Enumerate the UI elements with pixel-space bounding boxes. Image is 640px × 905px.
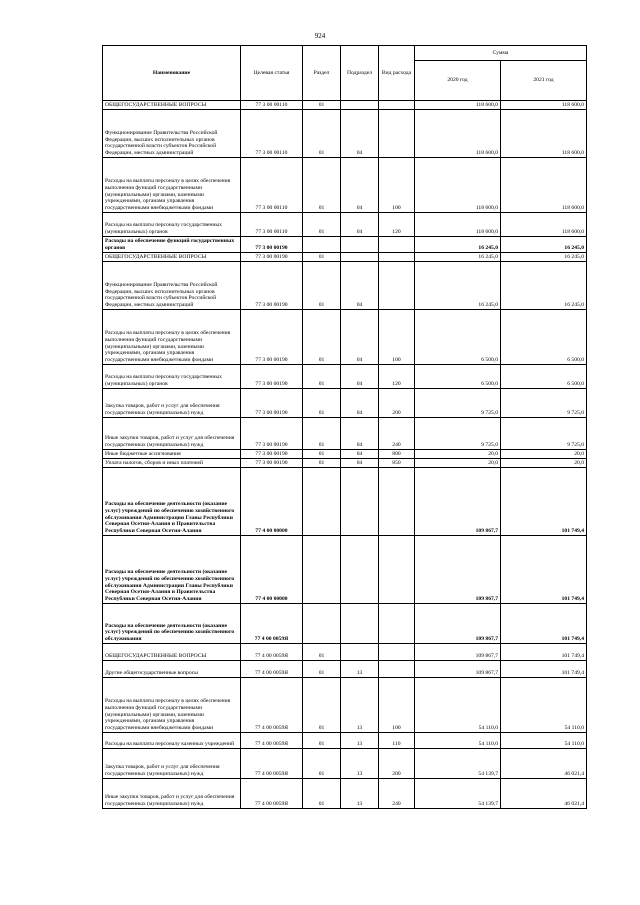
row-subsection [341, 468, 379, 536]
row-subsection [341, 644, 379, 661]
table-row [103, 459, 587, 468]
row-expense-type: 110 [379, 733, 415, 749]
table-row [103, 733, 587, 749]
row-target: 77 3 00 00190 [241, 253, 303, 262]
row-name: Расходы на выплаты персоналу в целях обеспечения выполнения функций государственными (муниципальными) органами, казенными учреждениями, органами управления государственными внебюджетными фондами [103, 158, 241, 213]
row-expense-type [379, 110, 415, 158]
row-sum-2021: 16 245,0 [501, 253, 587, 262]
row-name: Расходы на выплаты персоналу государственных (муниципальных) органов [103, 365, 241, 389]
row-expense-type [379, 237, 415, 253]
row-section: 01 [303, 749, 341, 779]
row-sum-2020: 16 245,0 [415, 253, 501, 262]
table-row [103, 536, 587, 604]
row-sum-2020: 109 867,7 [415, 604, 501, 644]
row-subsection: 04 [341, 310, 379, 365]
row-expense-type [379, 661, 415, 678]
table-row [103, 604, 587, 644]
row-target: 77 4 00 00000 [241, 468, 303, 536]
row-section [303, 604, 341, 644]
table-row [103, 101, 587, 110]
row-section: 01 [303, 110, 341, 158]
row-target: 77 3 00 00190 [241, 237, 303, 253]
row-target: 77 3 00 00190 [241, 389, 303, 418]
row-target: 77 4 00 0059Я [241, 779, 303, 809]
table-row [103, 158, 587, 213]
row-sum-2020: 6 500,0 [415, 365, 501, 389]
row-sum-2021: 20,0 [501, 450, 587, 459]
row-sum-2021: 6 500,0 [501, 310, 587, 365]
row-name: Расходы на выплаты персоналу в целях обеспечения выполнения функций государственными (муниципальными) органами, казенными учреждениями, органами управления государственными внебюджетными фондами [103, 310, 241, 365]
row-subsection: 04 [341, 365, 379, 389]
row-subsection: 13 [341, 733, 379, 749]
row-section: 01 [303, 158, 341, 213]
row-expense-type: 120 [379, 365, 415, 389]
row-section: 01 [303, 389, 341, 418]
row-target: 77 3 00 00110 [241, 158, 303, 213]
table-row [103, 779, 587, 809]
row-subsection: 04 [341, 110, 379, 158]
row-section: 01 [303, 733, 341, 749]
row-name: Расходы на обеспечение деятельности (оказание услуг) учреждений по обеспечению хозяйственного обслуживания Администрации Главы Республики Северная Осетия-Алания и Правительства Республики Северная Осетия-Алания [103, 468, 241, 536]
header-year-2021: 2021 год [501, 61, 587, 101]
row-sum-2021: 20,0 [501, 459, 587, 468]
row-subsection: 13 [341, 749, 379, 779]
row-section [303, 237, 341, 253]
row-expense-type [379, 468, 415, 536]
row-name: Функционирование Правительства Российской Федерации, высших исполнительных органов государственной власти субъектов Российской Федерации, местных администраций [103, 110, 241, 158]
row-sum-2020: 109 867,7 [415, 661, 501, 678]
row-sum-2021: 101 749,4 [501, 536, 587, 604]
row-target: 77 4 00 0059Я [241, 678, 303, 733]
table-row [103, 262, 587, 310]
row-name: Иные закупки товаров, работ и услуг для обеспечения государственных (муниципальных) нужд [103, 779, 241, 809]
row-sum-2020: 118 600,0 [415, 158, 501, 213]
table-row [103, 450, 587, 459]
header-year-2020: 2020 год [415, 61, 501, 101]
row-expense-type [379, 644, 415, 661]
row-subsection: 04 [341, 262, 379, 310]
row-expense-type: 240 [379, 779, 415, 809]
row-name: Расходы на обеспечение деятельности (оказание услуг) учреждений по обеспечению хозяйственного обслуживания [103, 604, 241, 644]
row-target: 77 4 00 0059Я [241, 661, 303, 678]
row-expense-type: 120 [379, 213, 415, 237]
row-sum-2021: 118 600,0 [501, 110, 587, 158]
row-sum-2020: 118 600,0 [415, 213, 501, 237]
row-expense-type: 200 [379, 389, 415, 418]
table-row [103, 253, 587, 262]
row-subsection: 13 [341, 779, 379, 809]
row-sum-2021: 118 600,0 [501, 158, 587, 213]
row-sum-2021: 16 245,0 [501, 237, 587, 253]
row-section: 01 [303, 644, 341, 661]
row-target: 77 3 00 00110 [241, 213, 303, 237]
row-expense-type [379, 262, 415, 310]
budget-table [102, 45, 587, 809]
header-sum: Сумма [415, 46, 587, 61]
row-sum-2020: 109 867,7 [415, 468, 501, 536]
row-target: 77 4 00 00000 [241, 536, 303, 604]
row-section: 01 [303, 678, 341, 733]
table-row [103, 389, 587, 418]
row-name: Иные бюджетные ассигнования [103, 450, 241, 459]
row-sum-2020: 118 600,0 [415, 101, 501, 110]
row-subsection: 04 [341, 459, 379, 468]
row-target: 77 3 00 00190 [241, 310, 303, 365]
row-sum-2020: 118 600,0 [415, 110, 501, 158]
row-subsection [341, 237, 379, 253]
row-target: 77 3 00 00110 [241, 101, 303, 110]
row-expense-type [379, 101, 415, 110]
row-sum-2021: 6 500,0 [501, 365, 587, 389]
table-row [103, 110, 587, 158]
row-expense-type [379, 253, 415, 262]
row-sum-2021: 101 749,4 [501, 661, 587, 678]
row-expense-type: 100 [379, 678, 415, 733]
row-sum-2021: 46 021,4 [501, 779, 587, 809]
row-section: 01 [303, 213, 341, 237]
page-number: 924 [314, 32, 326, 40]
row-subsection: 13 [341, 678, 379, 733]
row-name: Уплата налогов, сборов и иных платежей [103, 459, 241, 468]
row-target: 77 3 00 00190 [241, 450, 303, 459]
row-section: 01 [303, 262, 341, 310]
row-sum-2021: 101 749,4 [501, 468, 587, 536]
row-expense-type: 200 [379, 749, 415, 779]
row-sum-2020: 109 867,7 [415, 536, 501, 604]
row-name: Другие общегосударственные вопросы [103, 661, 241, 678]
row-target: 77 3 00 00110 [241, 110, 303, 158]
row-sum-2021: 46 021,4 [501, 749, 587, 779]
table-row [103, 237, 587, 253]
table-row [103, 749, 587, 779]
row-name: Функционирование Правительства Российской Федерации, высших исполнительных органов государственной власти субъектов Российской Федерации, местных администраций [103, 262, 241, 310]
row-expense-type: 100 [379, 158, 415, 213]
row-target: 77 3 00 00190 [241, 418, 303, 450]
row-section: 01 [303, 661, 341, 678]
row-section: 01 [303, 418, 341, 450]
row-sum-2020: 54 110,0 [415, 733, 501, 749]
row-sum-2020: 109 867,7 [415, 644, 501, 661]
row-sum-2020: 9 725,0 [415, 418, 501, 450]
row-name: Закупка товаров, работ и услуг для обеспечения государственных (муниципальных) нужд [103, 389, 241, 418]
row-section: 01 [303, 365, 341, 389]
row-sum-2020: 16 245,0 [415, 262, 501, 310]
row-target: 77 4 00 0059Я [241, 733, 303, 749]
row-sum-2020: 54 139,7 [415, 779, 501, 809]
row-expense-type: 240 [379, 418, 415, 450]
row-name: Расходы на выплаты персоналу в целях обеспечения выполнения функций государственными (муниципальными) органами, казенными учреждениями, органами управления государственными внебюджетными фондами [103, 678, 241, 733]
row-target: 77 3 00 00190 [241, 365, 303, 389]
table-row [103, 365, 587, 389]
row-subsection [341, 536, 379, 604]
row-sum-2020: 9 725,0 [415, 389, 501, 418]
row-target: 77 4 00 0059Я [241, 749, 303, 779]
row-target: 77 4 00 0059Я [241, 604, 303, 644]
row-subsection [341, 101, 379, 110]
row-sum-2021: 101 749,4 [501, 644, 587, 661]
table-row [103, 661, 587, 678]
row-expense-type [379, 536, 415, 604]
row-sum-2020: 16 245,0 [415, 237, 501, 253]
row-name: ОБЩЕГОСУДАРСТВЕННЫЕ ВОПРОСЫ [103, 644, 241, 661]
row-name: ОБЩЕГОСУДАРСТВЕННЫЕ ВОПРОСЫ [103, 253, 241, 262]
header-name: Наименование [103, 46, 241, 101]
header-target: Целевая статья [241, 46, 303, 101]
header-section: Раздел [303, 46, 341, 101]
row-expense-type [379, 604, 415, 644]
row-sum-2020: 54 139,7 [415, 749, 501, 779]
row-subsection: 04 [341, 389, 379, 418]
row-sum-2020: 6 500,0 [415, 310, 501, 365]
row-name: Расходы на обеспечение деятельности (оказание услуг) учреждений по обеспечению хозяйственного обслуживания Администрации Главы Республики Северная Осетия-Алания и Правительства Республики Северная Осетия-Алания [103, 536, 241, 604]
row-subsection: 04 [341, 418, 379, 450]
table-row [103, 418, 587, 450]
row-expense-type: 100 [379, 310, 415, 365]
row-sum-2021: 54 110,0 [501, 678, 587, 733]
row-name: Закупка товаров, работ и услуг для обеспечения государственных (муниципальных) нужд [103, 749, 241, 779]
row-subsection: 04 [341, 450, 379, 459]
row-sum-2021: 118 600,0 [501, 101, 587, 110]
row-section [303, 536, 341, 604]
table-row [103, 678, 587, 733]
row-sum-2021: 118 600,0 [501, 213, 587, 237]
row-name: Расходы на обеспечение функций государственных органов [103, 237, 241, 253]
row-target: 77 3 00 00190 [241, 262, 303, 310]
row-sum-2021: 101 749,4 [501, 604, 587, 644]
row-section: 01 [303, 779, 341, 809]
row-expense-type: 850 [379, 459, 415, 468]
row-sum-2021: 9 725,0 [501, 418, 587, 450]
row-subsection [341, 253, 379, 262]
row-name: Расходы на выплаты персоналу государственных (муниципальных) органов [103, 213, 241, 237]
table-row [103, 213, 587, 237]
row-name: Расходы на выплаты персоналу казенных учреждений [103, 733, 241, 749]
row-sum-2021: 16 245,0 [501, 262, 587, 310]
row-name: ОБЩЕГОСУДАРСТВЕННЫЕ ВОПРОСЫ [103, 101, 241, 110]
row-target: 77 3 00 00190 [241, 459, 303, 468]
row-sum-2021: 54 110,0 [501, 733, 587, 749]
table-row [103, 310, 587, 365]
row-sum-2021: 9 725,0 [501, 389, 587, 418]
row-section [303, 468, 341, 536]
row-subsection: 04 [341, 213, 379, 237]
row-sum-2020: 20,0 [415, 450, 501, 459]
row-section: 01 [303, 459, 341, 468]
row-section: 01 [303, 101, 341, 110]
table-row [103, 468, 587, 536]
row-section: 01 [303, 310, 341, 365]
row-target: 77 4 00 0059Я [241, 644, 303, 661]
row-section: 01 [303, 450, 341, 459]
row-section: 01 [303, 253, 341, 262]
table-row [103, 644, 587, 661]
row-sum-2020: 20,0 [415, 459, 501, 468]
row-subsection: 13 [341, 661, 379, 678]
row-subsection [341, 604, 379, 644]
row-expense-type: 800 [379, 450, 415, 459]
header-expense-type: Вид расхода [379, 46, 415, 101]
row-name: Иные закупки товаров, работ и услуг для обеспечения государственных (муниципальных) нужд [103, 418, 241, 450]
header-subsection: Подраздел [341, 46, 379, 101]
row-subsection: 04 [341, 158, 379, 213]
row-sum-2020: 54 110,0 [415, 678, 501, 733]
